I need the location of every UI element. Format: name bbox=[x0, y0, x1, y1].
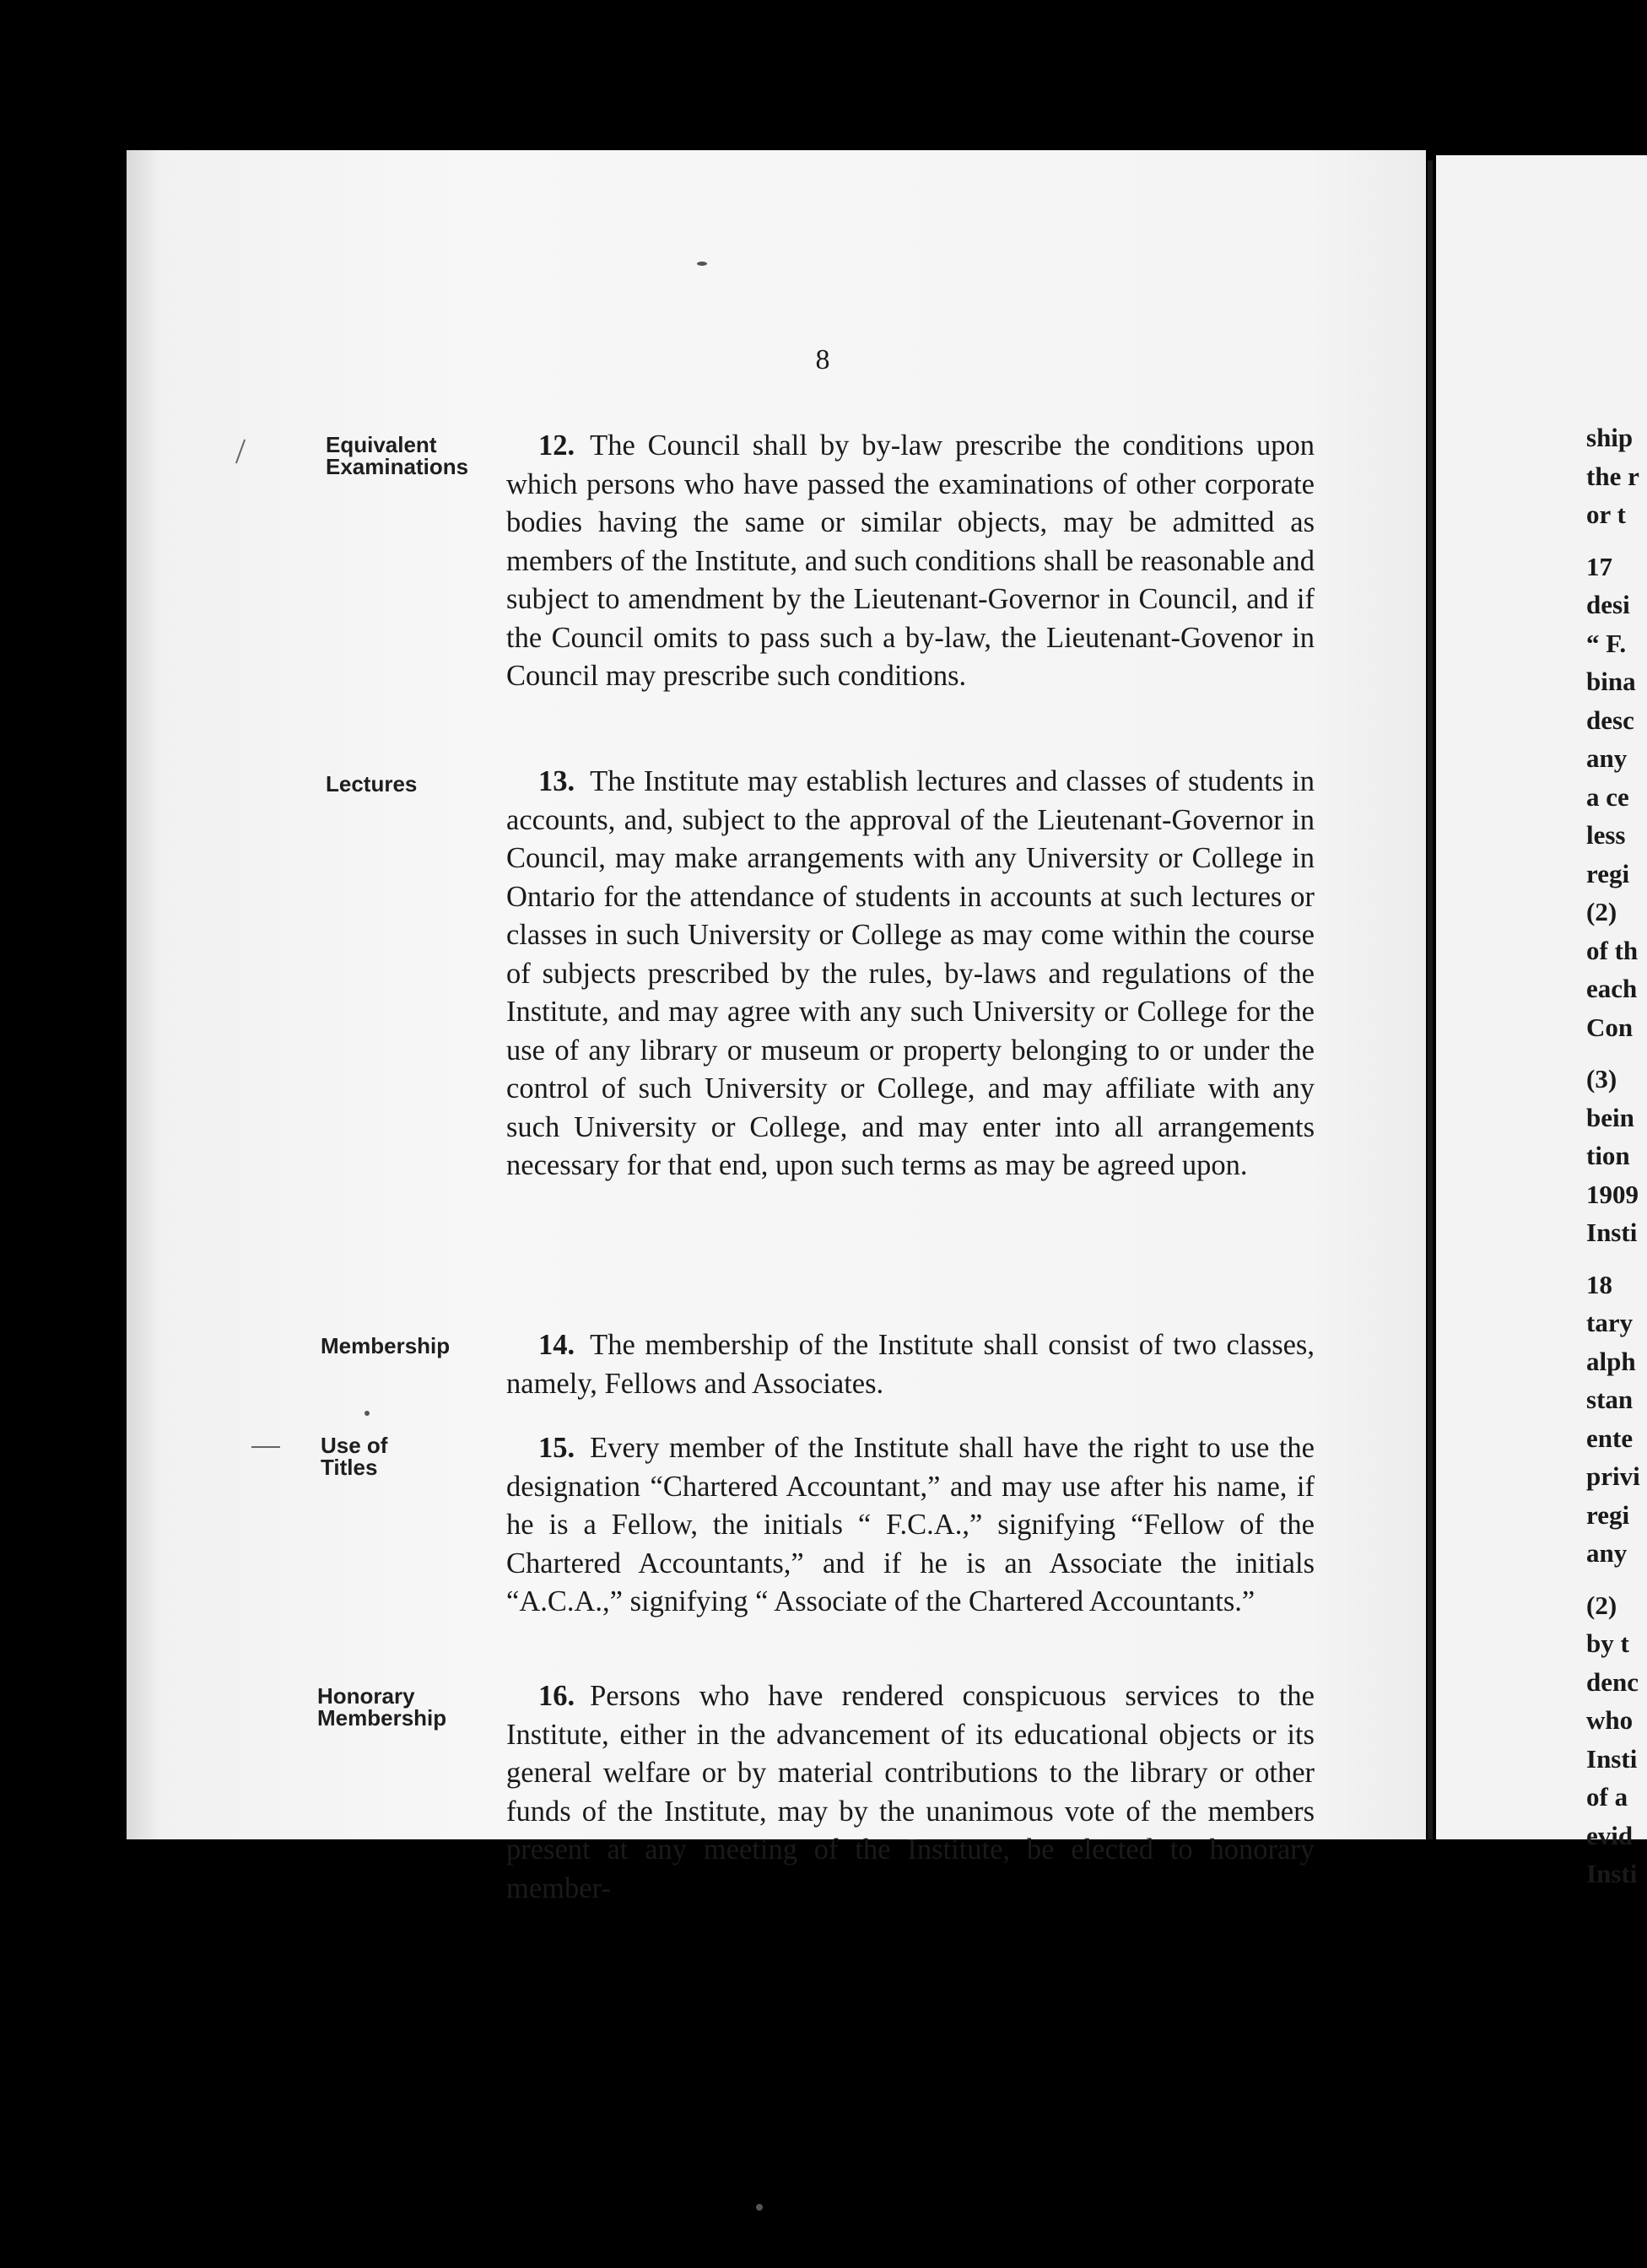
facing-line: by t bbox=[1586, 1628, 1629, 1658]
facing-line: denc bbox=[1586, 1666, 1639, 1697]
facing-line: tary bbox=[1586, 1308, 1634, 1337]
facing-line: regi bbox=[1586, 858, 1630, 888]
facing-line: Insti bbox=[1586, 1218, 1638, 1247]
facing-line: a ce bbox=[1586, 781, 1629, 812]
section-text: The Council shall by by-law prescribe the conditions upon which persons who have passed the examinations of other corporate bodies having the same or similar objects, may be admitted as members of the Institute, and such conditions shall be reasonable and subject to amendment by the Lieutenant-Governor in Council, and if the Council omits to pass such a by-law, the Lieutenant-Govenor in Council may prescribe such conditions. bbox=[506, 429, 1315, 692]
facing-line: tion bbox=[1586, 1141, 1630, 1170]
scan-mark bbox=[251, 1446, 280, 1448]
facing-line: of th bbox=[1586, 935, 1639, 965]
facing-line: or t bbox=[1586, 500, 1626, 529]
facing-line: Con bbox=[1586, 1012, 1634, 1042]
facing-line: privi bbox=[1586, 1461, 1640, 1491]
section-text: The Institute may establish lectures and classes of students in accounts, and, subject to the approval of the Lieutenant-Governor in Council, may make arrangements with any University or College in Ontario for the attendance of students in accounts at such lectures or classes in such University or College as may come within the course of subjects prescribed by the rules, by-laws and regulations of the Institute, and may agree with any such University or College for the use of any library or museum or property belonging to or under the control of such University or College, and may affiliate with any such University or College, and may enter into all arrangements necessary for that end, upon such terms as may be agreed upon. bbox=[506, 765, 1315, 1181]
facing-line: less bbox=[1586, 820, 1626, 850]
page-number: 8 bbox=[815, 344, 830, 375]
section-number: 14. bbox=[538, 1329, 575, 1361]
facing-line: any bbox=[1586, 1538, 1628, 1568]
facing-line: “ F. bbox=[1586, 628, 1627, 658]
facing-line: 1909 bbox=[1586, 1179, 1639, 1209]
margin-note-equivalent-examinations: Equivalent Examinations bbox=[326, 432, 469, 479]
section-text: Persons who have rendered conspicuous services to the Institute, either in the advancement of its educational objects or its general welfare or by material contributions to the library or other funds of the Institute, may by the unanimous vote of the members present at any meeting of the Institute, be elected to honorary member- bbox=[506, 1680, 1315, 1904]
facing-line: stan bbox=[1586, 1385, 1634, 1414]
section-13 bbox=[506, 763, 1315, 1185]
page-gutter bbox=[1428, 160, 1433, 1839]
margin-note-honorary-membership: Honorary Membership bbox=[317, 1683, 447, 1731]
section-16 bbox=[506, 1677, 1315, 1908]
facing-line bbox=[1586, 1573, 1647, 1586]
section-text: Every member of the Institute shall have the right to use the designation “Chartered Accountant,” and may use after his name, if he is a Fellow, the initials “ F.C.A.,” signifying “Fellow of the Chartered Accountants,” and if he is an Associate the initials “A.C.A.,” signifying “ Associate of the Chartered Accountants.” bbox=[506, 1432, 1315, 1617]
scan-speck bbox=[697, 262, 707, 266]
facing-line: bina bbox=[1586, 667, 1636, 696]
facing-line: desi bbox=[1586, 590, 1630, 619]
facing-line: the r bbox=[1586, 461, 1639, 491]
facing-line: alph bbox=[1586, 1346, 1636, 1376]
facing-line: (3) bbox=[1586, 1064, 1617, 1094]
section-number: 12. bbox=[538, 429, 575, 462]
facing-line: regi bbox=[1586, 1499, 1630, 1530]
scan-speck bbox=[756, 2204, 763, 2211]
facing-line: ente bbox=[1586, 1423, 1634, 1453]
facing-line: desc bbox=[1586, 705, 1634, 735]
facing-page-text bbox=[1586, 418, 1647, 1893]
section-number: 16. bbox=[538, 1680, 575, 1712]
facing-line: ship bbox=[1586, 423, 1634, 452]
section-number: 13. bbox=[538, 765, 575, 797]
section-14 bbox=[506, 1326, 1315, 1403]
facing-line: 18 bbox=[1586, 1269, 1612, 1299]
facing-line: who bbox=[1586, 1705, 1634, 1735]
section-15 bbox=[506, 1429, 1315, 1622]
facing-line: any bbox=[1586, 743, 1628, 773]
facing-line: each bbox=[1586, 974, 1638, 1003]
facing-line: evid bbox=[1586, 1820, 1634, 1850]
facing-line: (2) bbox=[1586, 1590, 1617, 1620]
section-number: 15. bbox=[538, 1432, 575, 1464]
facing-line: Insti bbox=[1586, 1743, 1638, 1774]
section-text: The membership of the Institute shall consist of two classes, namely, Fellows and Associates. bbox=[506, 1329, 1315, 1400]
facing-line: (2) bbox=[1586, 897, 1617, 926]
facing-line bbox=[1586, 1252, 1647, 1266]
margin-note-lectures: Lectures bbox=[326, 771, 418, 796]
facing-line: Insti bbox=[1586, 1859, 1638, 1888]
scan-speck bbox=[364, 1411, 370, 1416]
facing-line: bein bbox=[1586, 1102, 1634, 1132]
facing-line bbox=[1586, 534, 1647, 548]
facing-line bbox=[1586, 1046, 1647, 1060]
facing-line: 17 bbox=[1586, 551, 1612, 581]
facing-line: of a bbox=[1586, 1782, 1628, 1812]
margin-note-membership: Membership bbox=[321, 1333, 451, 1358]
section-12 bbox=[506, 427, 1315, 696]
margin-note-use-of-titles: Use of Titles bbox=[321, 1433, 388, 1480]
